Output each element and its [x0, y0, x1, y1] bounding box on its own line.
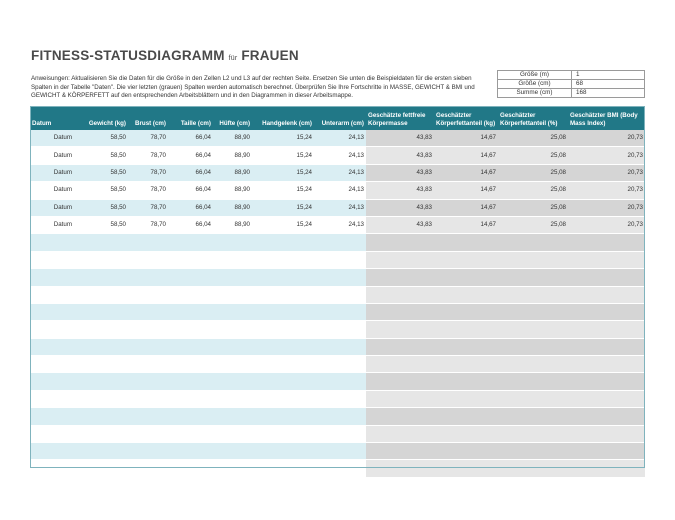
table-row	[30, 199, 645, 216]
cell-fettanteil-kg: 14,67	[434, 164, 498, 181]
stats-row	[498, 71, 645, 80]
cell-datum[interactable]	[30, 373, 76, 390]
cell-fettanteil-prozent	[498, 321, 568, 338]
cell-datum[interactable]	[30, 321, 76, 338]
cell-datum[interactable]	[30, 303, 76, 320]
cell-taille[interactable]	[168, 460, 213, 477]
cell-handgelenk[interactable]	[252, 303, 314, 320]
cell-bmi: 20,73	[568, 130, 645, 147]
cell-handgelenk[interactable]: 15,24	[252, 216, 314, 233]
cell-brust[interactable]: 78,70	[128, 147, 168, 164]
cell-brust[interactable]	[128, 408, 168, 425]
cell-gewicht[interactable]	[76, 321, 128, 338]
cell-handgelenk[interactable]	[252, 425, 314, 442]
cell-brust[interactable]: 78,70	[128, 130, 168, 147]
cell-datum[interactable]: Datum	[30, 130, 76, 147]
cell-handgelenk[interactable]	[252, 269, 314, 286]
cell-taille[interactable]	[168, 251, 213, 268]
cell-fettanteil-kg	[434, 303, 498, 320]
cell-unterarm[interactable]	[314, 234, 366, 251]
cell-handgelenk[interactable]	[252, 460, 314, 477]
cell-gewicht[interactable]	[76, 286, 128, 303]
cell-unterarm[interactable]: 24,13	[314, 130, 366, 147]
empty-table-row	[30, 269, 645, 286]
cell-gewicht[interactable]	[76, 269, 128, 286]
cell-fettfreie-masse: 43,83	[366, 147, 434, 164]
cell-gewicht[interactable]: 58,50	[76, 164, 128, 181]
cell-unterarm[interactable]	[314, 460, 366, 477]
cell-brust[interactable]	[128, 303, 168, 320]
cell-bmi	[568, 286, 645, 303]
cell-fettanteil-kg	[434, 425, 498, 442]
cell-fettanteil-prozent: 25,08	[498, 199, 568, 216]
cell-datum[interactable]: Datum	[30, 199, 76, 216]
cell-taille[interactable]	[168, 286, 213, 303]
cell-handgelenk[interactable]	[252, 373, 314, 390]
cell-fettanteil-prozent	[498, 425, 568, 442]
cell-fettanteil-kg: 14,67	[434, 199, 498, 216]
cell-taille[interactable]: 66,04	[168, 130, 213, 147]
cell-brust[interactable]	[128, 234, 168, 251]
cell-handgelenk[interactable]	[252, 390, 314, 407]
stats-value[interactable]: 68	[572, 80, 645, 89]
cell-datum[interactable]	[30, 460, 76, 477]
cell-taille[interactable]	[168, 321, 213, 338]
cell-huefte[interactable]	[213, 338, 252, 355]
cell-unterarm[interactable]: 24,13	[314, 182, 366, 199]
cell-fettanteil-kg	[434, 443, 498, 460]
cell-brust[interactable]	[128, 425, 168, 442]
fitness-data-table	[30, 106, 645, 478]
cell-handgelenk[interactable]	[252, 443, 314, 460]
cell-fettanteil-kg: 14,67	[434, 147, 498, 164]
cell-unterarm[interactable]	[314, 251, 366, 268]
cell-brust[interactable]	[128, 460, 168, 477]
stats-value[interactable]: 1	[572, 71, 645, 80]
cell-handgelenk[interactable]: 15,24	[252, 164, 314, 181]
cell-fettfreie-masse	[366, 425, 434, 442]
cell-fettanteil-kg	[434, 251, 498, 268]
cell-huefte[interactable]: 88,90	[213, 216, 252, 233]
cell-taille[interactable]	[168, 234, 213, 251]
table-body	[30, 130, 645, 477]
cell-fettanteil-prozent: 25,08	[498, 164, 568, 181]
cell-gewicht[interactable]	[76, 390, 128, 407]
table-row	[30, 216, 645, 233]
cell-fettanteil-kg	[434, 269, 498, 286]
cell-fettanteil-prozent: 25,08	[498, 130, 568, 147]
stats-label: Größe (m)	[498, 71, 572, 80]
cell-fettanteil-prozent: 25,08	[498, 216, 568, 233]
cell-huefte[interactable]: 88,90	[213, 182, 252, 199]
empty-table-row	[30, 425, 645, 442]
cell-fettfreie-masse	[366, 408, 434, 425]
cell-taille[interactable]	[168, 269, 213, 286]
cell-bmi: 20,73	[568, 182, 645, 199]
cell-taille[interactable]	[168, 425, 213, 442]
cell-fettanteil-prozent: 25,08	[498, 147, 568, 164]
table-row	[30, 182, 645, 199]
cell-brust[interactable]	[128, 356, 168, 373]
stats-row	[498, 89, 645, 98]
cell-gewicht[interactable]	[76, 356, 128, 373]
cell-fettanteil-prozent	[498, 234, 568, 251]
cell-brust[interactable]	[128, 321, 168, 338]
cell-datum[interactable]	[30, 269, 76, 286]
cell-gewicht[interactable]	[76, 408, 128, 425]
cell-huefte[interactable]	[213, 303, 252, 320]
cell-datum[interactable]: Datum	[30, 164, 76, 181]
cell-fettanteil-kg	[434, 338, 498, 355]
cell-huefte[interactable]	[213, 373, 252, 390]
cell-handgelenk[interactable]	[252, 408, 314, 425]
cell-unterarm[interactable]: 24,13	[314, 164, 366, 181]
cell-fettfreie-masse: 43,83	[366, 216, 434, 233]
cell-gewicht[interactable]	[76, 251, 128, 268]
title-suffix: FRAUEN	[241, 48, 299, 63]
cell-unterarm[interactable]	[314, 338, 366, 355]
cell-fettanteil-prozent: 25,08	[498, 182, 568, 199]
cell-datum[interactable]	[30, 251, 76, 268]
instructions-text: Anweisungen: Aktualisieren Sie die Daten für die Größe in den Zellen L2 und L3 auf der rechten Seite. Ersetzen Sie unten die Beispieldaten für die ersten sieben Spalten in der Tabelle "Daten". Die vier letzten (grauen) Spalten werden automatisch berechnet. Überprüfen Sie Ihre Fortschritte in MASSE, GEWICHT & BMI und GEWICHT & KÖRPERFETT auf den entsprechenden Arbeitsblättern und in den Diagrammen in dieser Arbeitsmappe.	[31, 75, 475, 100]
stats-label: Summe (cm)	[498, 89, 572, 98]
header-fettanteil-prozent[interactable]: Geschätzter Körperfettanteil (%)	[498, 106, 568, 130]
cell-huefte[interactable]	[213, 251, 252, 268]
empty-table-row	[30, 408, 645, 425]
empty-table-row	[30, 321, 645, 338]
cell-brust[interactable]	[128, 390, 168, 407]
empty-table-row	[30, 443, 645, 460]
cell-brust[interactable]	[128, 269, 168, 286]
cell-fettfreie-masse	[366, 373, 434, 390]
cell-gewicht[interactable]: 58,50	[76, 130, 128, 147]
cell-taille[interactable]: 66,04	[168, 199, 213, 216]
empty-table-row	[30, 356, 645, 373]
header-datum[interactable]: Datum	[30, 106, 76, 130]
cell-taille[interactable]	[168, 356, 213, 373]
cell-fettfreie-masse	[366, 460, 434, 477]
cell-bmi	[568, 390, 645, 407]
header-unterarm[interactable]: Unterarm (cm)	[314, 106, 366, 130]
cell-fettfreie-masse	[366, 356, 434, 373]
cell-gewicht[interactable]: 58,50	[76, 147, 128, 164]
header-fettfreie-masse[interactable]: Geschätzte fettfreie Körpermasse	[366, 106, 434, 130]
cell-handgelenk[interactable]	[252, 234, 314, 251]
cell-bmi	[568, 269, 645, 286]
cell-bmi	[568, 234, 645, 251]
cell-huefte[interactable]	[213, 425, 252, 442]
cell-fettanteil-kg	[434, 408, 498, 425]
cell-datum[interactable]	[30, 408, 76, 425]
cell-gewicht[interactable]	[76, 338, 128, 355]
cell-huefte[interactable]: 88,90	[213, 164, 252, 181]
cell-handgelenk[interactable]	[252, 338, 314, 355]
cell-handgelenk[interactable]: 15,24	[252, 130, 314, 147]
cell-brust[interactable]: 78,70	[128, 199, 168, 216]
cell-fettanteil-kg	[434, 356, 498, 373]
cell-brust[interactable]: 78,70	[128, 164, 168, 181]
cell-unterarm[interactable]	[314, 425, 366, 442]
cell-datum[interactable]	[30, 338, 76, 355]
cell-datum[interactable]: Datum	[30, 147, 76, 164]
header-taille[interactable]: Taille (cm)	[168, 106, 213, 130]
cell-fettanteil-prozent	[498, 390, 568, 407]
cell-fettanteil-kg	[434, 234, 498, 251]
cell-handgelenk[interactable]: 15,24	[252, 199, 314, 216]
cell-gewicht[interactable]	[76, 443, 128, 460]
cell-fettfreie-masse: 43,83	[366, 199, 434, 216]
cell-datum[interactable]	[30, 425, 76, 442]
cell-handgelenk[interactable]: 15,24	[252, 147, 314, 164]
table-row	[30, 130, 645, 147]
cell-huefte[interactable]	[213, 269, 252, 286]
cell-unterarm[interactable]	[314, 390, 366, 407]
cell-fettanteil-prozent	[498, 286, 568, 303]
cell-taille[interactable]: 66,04	[168, 182, 213, 199]
cell-bmi: 20,73	[568, 164, 645, 181]
cell-huefte[interactable]	[213, 321, 252, 338]
cell-fettanteil-kg: 14,67	[434, 130, 498, 147]
title-small: für	[228, 55, 238, 62]
cell-fettfreie-masse	[366, 321, 434, 338]
cell-fettanteil-prozent	[498, 373, 568, 390]
empty-table-row	[30, 338, 645, 355]
cell-fettanteil-prozent	[498, 356, 568, 373]
cell-brust[interactable]	[128, 286, 168, 303]
height-stats-table	[497, 70, 645, 98]
cell-fettanteil-kg	[434, 390, 498, 407]
cell-taille[interactable]	[168, 303, 213, 320]
cell-gewicht[interactable]	[76, 303, 128, 320]
cell-taille[interactable]	[168, 443, 213, 460]
cell-unterarm[interactable]: 24,13	[314, 216, 366, 233]
cell-huefte[interactable]	[213, 443, 252, 460]
header-brust[interactable]: Brust (cm)	[128, 106, 168, 130]
cell-bmi	[568, 373, 645, 390]
cell-unterarm[interactable]: 24,13	[314, 147, 366, 164]
cell-fettfreie-masse: 43,83	[366, 130, 434, 147]
cell-datum[interactable]: Datum	[30, 216, 76, 233]
cell-huefte[interactable]: 88,90	[213, 199, 252, 216]
cell-huefte[interactable]	[213, 460, 252, 477]
cell-fettanteil-kg: 14,67	[434, 216, 498, 233]
cell-unterarm[interactable]	[314, 443, 366, 460]
cell-handgelenk[interactable]	[252, 251, 314, 268]
cell-handgelenk[interactable]	[252, 321, 314, 338]
cell-unterarm[interactable]	[314, 356, 366, 373]
empty-table-row	[30, 286, 645, 303]
cell-gewicht[interactable]	[76, 460, 128, 477]
cell-bmi	[568, 443, 645, 460]
header-huefte[interactable]: Hüfte (cm)	[213, 106, 252, 130]
cell-bmi	[568, 338, 645, 355]
cell-fettfreie-masse	[366, 390, 434, 407]
cell-datum[interactable]	[30, 234, 76, 251]
cell-unterarm[interactable]	[314, 269, 366, 286]
cell-unterarm[interactable]	[314, 408, 366, 425]
cell-bmi	[568, 321, 645, 338]
cell-fettfreie-masse	[366, 443, 434, 460]
cell-bmi	[568, 303, 645, 320]
cell-gewicht[interactable]	[76, 234, 128, 251]
cell-handgelenk[interactable]	[252, 286, 314, 303]
cell-bmi	[568, 425, 645, 442]
header-handgelenk[interactable]: Handgelenk (cm)	[252, 106, 314, 130]
header-bmi[interactable]: Geschätzter BMI (Body Mass Index)	[568, 106, 645, 130]
cell-gewicht[interactable]	[76, 373, 128, 390]
cell-fettfreie-masse: 43,83	[366, 182, 434, 199]
stats-label: Größe (cm)	[498, 80, 572, 89]
cell-huefte[interactable]: 88,90	[213, 130, 252, 147]
cell-datum[interactable]	[30, 390, 76, 407]
cell-unterarm[interactable]	[314, 286, 366, 303]
cell-bmi	[568, 251, 645, 268]
cell-brust[interactable]	[128, 251, 168, 268]
cell-fettfreie-masse	[366, 286, 434, 303]
cell-fettanteil-kg: 14,67	[434, 182, 498, 199]
cell-huefte[interactable]	[213, 408, 252, 425]
cell-fettanteil-prozent	[498, 303, 568, 320]
cell-taille[interactable]	[168, 373, 213, 390]
cell-fettfreie-masse	[366, 269, 434, 286]
cell-fettanteil-prozent	[498, 408, 568, 425]
empty-table-row	[30, 234, 645, 251]
cell-huefte[interactable]	[213, 356, 252, 373]
stats-value[interactable]: 168	[572, 89, 645, 98]
empty-table-row	[30, 373, 645, 390]
cell-taille[interactable]	[168, 338, 213, 355]
cell-fettfreie-masse: 43,83	[366, 164, 434, 181]
empty-table-row	[30, 390, 645, 407]
page-title	[31, 48, 299, 63]
header-gewicht[interactable]: Gewicht (kg)	[76, 106, 128, 130]
cell-huefte[interactable]: 88,90	[213, 147, 252, 164]
cell-fettanteil-prozent	[498, 443, 568, 460]
cell-fettanteil-kg	[434, 286, 498, 303]
table-row	[30, 147, 645, 164]
cell-taille[interactable]: 66,04	[168, 216, 213, 233]
header-fettanteil-kg[interactable]: Geschätzter Körperfettanteil (kg)	[434, 106, 498, 130]
cell-huefte[interactable]	[213, 390, 252, 407]
cell-gewicht[interactable]: 58,50	[76, 199, 128, 216]
cell-handgelenk[interactable]: 15,24	[252, 182, 314, 199]
table-row	[30, 164, 645, 181]
cell-taille[interactable]	[168, 390, 213, 407]
cell-unterarm[interactable]: 24,13	[314, 199, 366, 216]
cell-gewicht[interactable]: 58,50	[76, 182, 128, 199]
cell-datum[interactable]	[30, 356, 76, 373]
cell-taille[interactable]	[168, 408, 213, 425]
empty-table-row	[30, 303, 645, 320]
cell-fettfreie-masse	[366, 251, 434, 268]
cell-datum[interactable]	[30, 443, 76, 460]
cell-fettanteil-prozent	[498, 269, 568, 286]
cell-gewicht[interactable]	[76, 425, 128, 442]
cell-bmi: 20,73	[568, 216, 645, 233]
title-main: FITNESS-STATUSDIAGRAMM	[31, 48, 225, 63]
cell-bmi	[568, 356, 645, 373]
cell-fettanteil-prozent	[498, 460, 568, 477]
cell-brust[interactable]	[128, 443, 168, 460]
cell-fettfreie-masse	[366, 303, 434, 320]
cell-brust[interactable]: 78,70	[128, 216, 168, 233]
cell-fettanteil-prozent	[498, 251, 568, 268]
cell-fettfreie-masse	[366, 338, 434, 355]
cell-huefte[interactable]	[213, 234, 252, 251]
cell-handgelenk[interactable]	[252, 356, 314, 373]
cell-datum[interactable]	[30, 286, 76, 303]
cell-bmi: 20,73	[568, 147, 645, 164]
cell-brust[interactable]	[128, 373, 168, 390]
cell-fettanteil-prozent	[498, 338, 568, 355]
cell-fettanteil-kg	[434, 460, 498, 477]
stats-row	[498, 80, 645, 89]
cell-brust[interactable]: 78,70	[128, 182, 168, 199]
cell-unterarm[interactable]	[314, 321, 366, 338]
cell-taille[interactable]: 66,04	[168, 147, 213, 164]
cell-fettanteil-kg	[434, 321, 498, 338]
cell-bmi: 20,73	[568, 199, 645, 216]
cell-bmi	[568, 460, 645, 477]
cell-datum[interactable]: Datum	[30, 182, 76, 199]
cell-fettfreie-masse	[366, 234, 434, 251]
cell-brust[interactable]	[128, 338, 168, 355]
cell-taille[interactable]: 66,04	[168, 164, 213, 181]
cell-gewicht[interactable]: 58,50	[76, 216, 128, 233]
cell-unterarm[interactable]	[314, 373, 366, 390]
cell-huefte[interactable]	[213, 286, 252, 303]
cell-fettanteil-kg	[434, 373, 498, 390]
empty-table-row	[30, 460, 645, 477]
table-header-row	[30, 106, 645, 130]
cell-unterarm[interactable]	[314, 303, 366, 320]
cell-bmi	[568, 408, 645, 425]
empty-table-row	[30, 251, 645, 268]
